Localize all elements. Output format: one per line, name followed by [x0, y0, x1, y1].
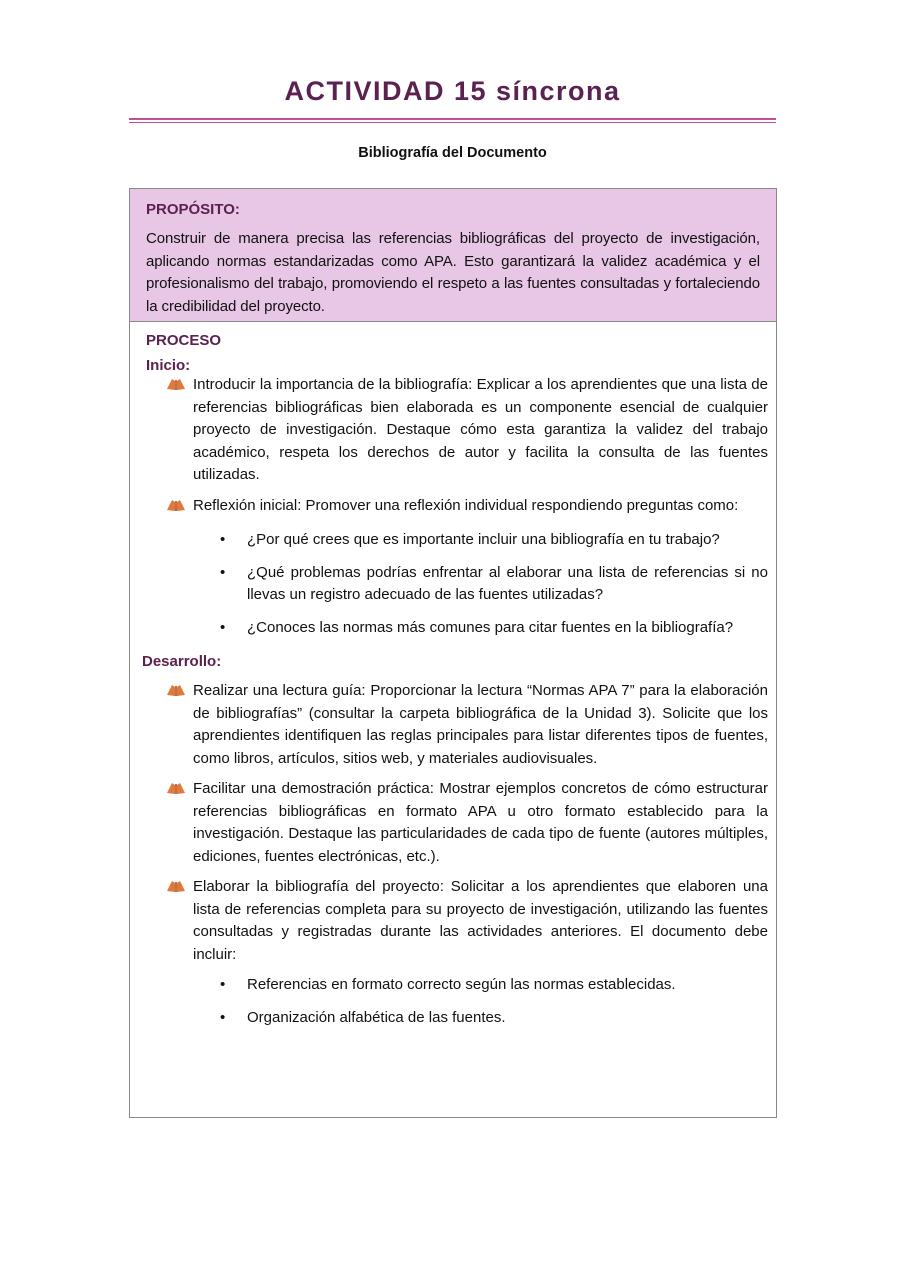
title-divider-thin — [129, 122, 776, 123]
purpose-section — [130, 189, 776, 322]
activity-table — [129, 188, 777, 1118]
item-text: Realizar una lectura guía: Proporcionar la lectura “Normas APA 7” para la elaboración de bibliografías” (consultar la carpeta bibliográfica de la Unidad 3). Solicite que los aprendientes identifiquen las reglas principales para listar diferentes tipos de fuentes, como libros, artículos, sitios web, y materiales audiovisuales. — [193, 682, 768, 767]
process-section — [130, 322, 776, 1029]
book-icon — [166, 683, 186, 697]
list-item — [146, 778, 768, 868]
book-icon — [166, 879, 186, 893]
list-item — [146, 680, 768, 770]
question-item: • ¿Conoces las normas más comunes para citar fuentes en la bibliografía? — [146, 617, 768, 640]
reflection-questions — [146, 529, 768, 639]
list-item — [146, 374, 768, 487]
item-text: Facilitar una demostración práctica: Mostrar ejemplos concretos de cómo estructurar referencias bibliográficas en formato APA u otro formato establecido para la investigación. Destaque las particularidades de cada tipo de fuente (autores múltiples, ediciones, fuentes electrónicas, etc.). — [193, 780, 768, 865]
requirement-item: • Organización alfabética de las fuentes. — [146, 1007, 768, 1030]
purpose-text: Construir de manera precisa las referencias bibliográficas del proyecto de investigación, aplicando normas estandarizadas como APA. Esto garantizará la validez académica y el profesionalismo del trabajo, promoviendo el respeto a las fuentes consultadas y fortaleciendo la credibilidad del proyecto. — [146, 230, 760, 315]
requirements-list — [146, 974, 768, 1029]
book-icon — [166, 498, 186, 512]
question-item: • ¿Por qué crees que es importante incluir una bibliografía en tu trabajo? — [146, 529, 768, 552]
book-icon — [166, 377, 186, 391]
requirement-item: • Referencias en formato correcto según las normas establecidas. — [146, 974, 768, 997]
item-text: Elaborar la bibliografía del proyecto: Solicitar a los aprendientes que elaboren una lista de referencias completa para su proyecto de investigación, utilizando las fuentes consultadas y registradas durante las actividades anteriores. El documento debe incluir: — [193, 878, 768, 963]
item-text: Introducir la importancia de la bibliografía: Explicar a los aprendientes que una lista de referencias bibliográficas bien elaborada es un componente esencial de cualquier proyecto de investigación. Destaque cómo esta garantiza la validez del trabajo académico, respeta los derechos de autor y facilita la consulta de las fuentes utilizadas. — [193, 376, 768, 483]
item-text: Reflexión inicial: Promover una reflexión individual respondiendo preguntas como: — [193, 496, 739, 514]
desarrollo-heading: Desarrollo: — [142, 653, 222, 670]
question-item: • ¿Qué problemas podrías enfrentar al elaborar una lista de referencias si no llevas un registro adecuado de las fuentes utilizadas? — [146, 562, 768, 607]
inicio-heading: Inicio: — [146, 357, 191, 374]
title-divider — [129, 118, 776, 120]
document-subtitle: Bibliografía del Documento — [358, 145, 547, 161]
list-item — [146, 495, 768, 518]
purpose-heading: PROPÓSITO: — [146, 201, 240, 218]
book-icon — [166, 781, 186, 795]
list-item — [146, 876, 768, 966]
process-heading: PROCESO — [146, 332, 222, 349]
page-title: ACTIVIDAD 15 síncrona — [284, 76, 621, 106]
